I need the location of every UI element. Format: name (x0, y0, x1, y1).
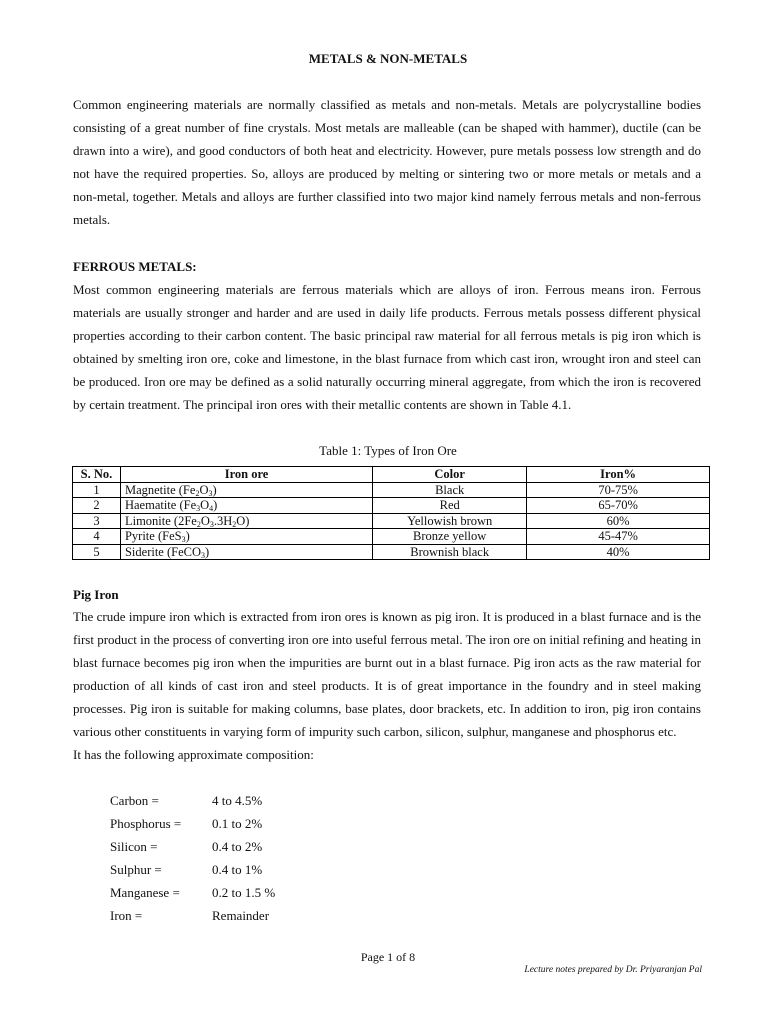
table-body (73, 482, 710, 560)
cell-sno: 2 (73, 498, 121, 514)
composition-element: Silicon = (110, 839, 158, 854)
table-row (73, 529, 710, 545)
cell-color: Red (373, 498, 527, 514)
cell-iron-percent: 70-75% (527, 482, 710, 498)
composition-element: Iron = (110, 908, 143, 923)
pig-iron-paragraph (73, 605, 701, 766)
cell-iron-ore: Limonite $(2Fe_2O_3.3H_2O)$ (120, 513, 372, 529)
cell-iron-percent: 45-47% (527, 529, 710, 545)
composition-value: 0.1 to 2% (212, 816, 263, 831)
cell-iron-percent: 60% (527, 513, 710, 529)
page-title: METALS & NON-METALS (308, 51, 468, 66)
composition-value: 0.4 to 2% (212, 839, 263, 854)
table-caption: Table 1: Types of Iron Ore (319, 443, 457, 458)
ferrous-paragraph: Most common engineering materials are ferrous materials which are alloys of iron. Ferrous means iron. Ferrous materials are usually stronger and harder and are used in daily life products. Ferrous metals possess different physical properties according to their carbon content. The basic principal raw material for all ferrous metals is pig iron which is obtained by smelting iron ore, coke and limestone, in the blast furnace from which cast iron, wrought iron and steel can be produced. Iron ore may be defined as a solid naturally occurring mineral aggregate, from which the iron is recovered by certain treatment. The principal iron ores with their metallic contents are shown in Table 4.1. (73, 282, 701, 412)
composition-row (110, 904, 275, 927)
cell-iron-ore: Magnetite $(Fe_2O_3)$ (120, 482, 372, 498)
page-number: Page 1 of 8 (360, 950, 416, 964)
table-row (73, 498, 710, 514)
composition-element: Carbon = (110, 793, 159, 808)
composition-element: Sulphur = (110, 862, 162, 877)
table-header-row (73, 467, 710, 483)
composition-row (110, 835, 275, 858)
composition-value: Remainder (212, 908, 270, 923)
composition-value: 0.2 to 1.5 % (212, 885, 276, 900)
cell-color: Black (373, 482, 527, 498)
header-sno: S. No. (73, 467, 121, 483)
intro-paragraph: Common engineering materials are normally classified as metals and non-metals. Metals are polycrystalline bodies consisting of a great number of fine crystals. Most metals are malleable (can be shaped with hammer), ductile (can be drawn into a wire), and good conductors of both heat and electricity. However, pure metals possess low strength and do not have the required properties. So, alloys are produced by melting or sintering two or more metals or metals and a non-metal, together. Metals and alloys are further classified into two major kind namely ferrous metals and non-ferrous metals. (73, 97, 701, 227)
table-row (73, 513, 710, 529)
composition-row (110, 881, 275, 904)
header-iron-percent: Iron% (527, 467, 710, 483)
cell-iron-ore: Haematite $(Fe_3O_4)$ (120, 498, 372, 514)
cell-color: Bronze yellow (373, 529, 527, 545)
composition-element: Phosphorus = (110, 816, 182, 831)
cell-color: Yellowish brown (373, 513, 527, 529)
table-row (73, 482, 710, 498)
header-iron-ore: Iron ore (120, 467, 372, 483)
header-color: Color (373, 467, 527, 483)
composition-intro: It has the following approximate composition: (73, 747, 314, 762)
cell-color: Brownish black (373, 544, 527, 560)
composition-value: 4 to 4.5% (212, 793, 263, 808)
footer-credit: Lecture notes prepared by Dr. Priyaranjan Pal (524, 965, 702, 975)
cell-iron-percent: 65-70% (527, 498, 710, 514)
cell-sno: 4 (73, 529, 121, 545)
cell-sno: 1 (73, 482, 121, 498)
composition-list (110, 789, 275, 927)
pig-iron-body: The crude impure iron which is extracted from iron ores is known as pig iron. It is produced in a blast furnace and is the first product in the process of converting iron ore into useful ferrous metal. The iron ore on initial refining and heating in blast furnace becomes pig iron when the impurities are burnt out in a blast furnace. Pig iron acts as the raw material for production of all kinds of cast iron and steel products. It is of great importance in the foundry and in steel making processes. Pig iron is suitable for making columns, base plates, door brackets, etc. In addition to iron, pig iron contains various other constituents in varying form of impurity such carbon, silicon, sulphur, manganese and phosphorus etc. (73, 609, 701, 739)
cell-sno: 5 (73, 544, 121, 560)
composition-row (110, 858, 275, 881)
composition-row (110, 812, 275, 835)
composition-value: 0.4 to 1% (212, 862, 263, 877)
composition-row (110, 789, 275, 812)
ferrous-heading: FERROUS METALS: (73, 259, 197, 274)
table-row (73, 544, 710, 560)
cell-iron-percent: 40% (527, 544, 710, 560)
cell-sno: 3 (73, 513, 121, 529)
composition-element: Manganese = (110, 885, 180, 900)
cell-iron-ore: Siderite (FeCO$_3$) (120, 544, 372, 560)
pig-iron-heading: Pig Iron (73, 587, 119, 602)
cell-iron-ore: Pyrite (FeS$_3$) (120, 529, 372, 545)
iron-ore-table (72, 466, 710, 560)
